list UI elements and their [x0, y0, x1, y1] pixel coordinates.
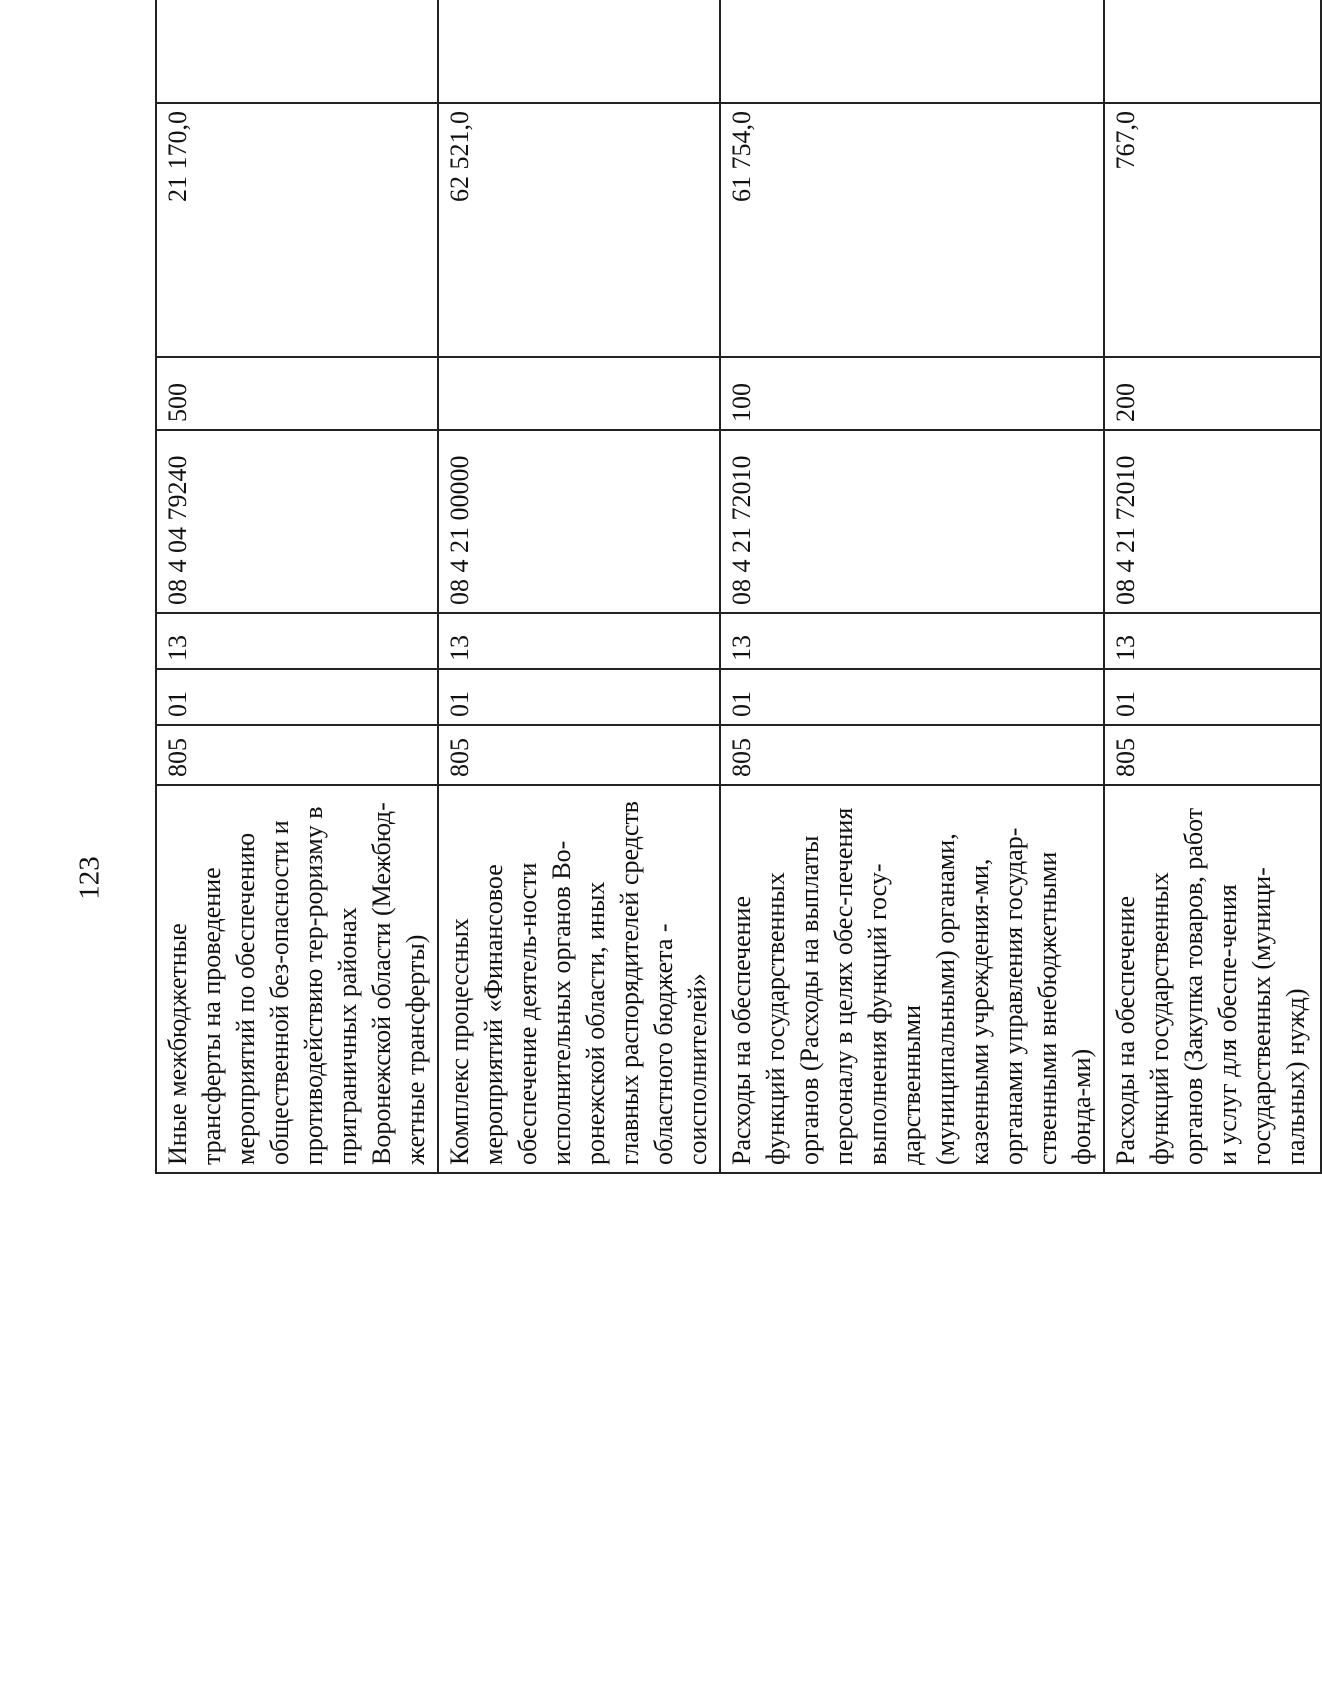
section-code: 01 [156, 669, 438, 725]
expense-type-code: 500 [156, 357, 438, 430]
amount-year-2 [156, 0, 438, 103]
row-description: Комплекс процессных мероприятий «Финансовое обеспечение деятель-ности исполнительных органов Во-ронежской области, иных главных распорядителей средств областного бюджета - соисполнителей» [438, 785, 720, 1173]
expense-type-code: 200 [1104, 357, 1321, 430]
table-row [156, 0, 438, 1173]
table-row [438, 0, 720, 1173]
row-description: Расходы на обеспечение функций государственных органов (Расходы на выплаты персоналу в целях обес-печения выполнения функций госу-дарственными (муниципальными) органами, казенными учреждения-ми, органами управления государ-ственными внебюджетными фонда-ми) [720, 785, 1104, 1173]
amount-year-2 [720, 0, 1104, 103]
row-description: Расходы на обеспечение функций государственных органов (Закупка товаров, работ и услуг для обеспе-чения государственных (муници-пальных) нужд) [1104, 785, 1321, 1173]
amount-year-1: 62 521,0 [438, 103, 720, 357]
ministry-code: 805 [438, 725, 720, 785]
expense-type-code: 100 [720, 357, 1104, 430]
subsection-code: 13 [720, 613, 1104, 669]
budget-table-rotated [155, 0, 1310, 1174]
subsection-code: 13 [1104, 613, 1321, 669]
table-row [720, 0, 1104, 1173]
budget-table [155, 0, 1322, 1174]
target-article-code: 08 4 21 72010 [1104, 430, 1321, 613]
amount-year-2 [438, 0, 720, 103]
target-article-code: 08 4 21 00000 [438, 430, 720, 613]
amount-year-2 [1104, 0, 1321, 103]
subsection-code: 13 [438, 613, 720, 669]
ministry-code: 805 [1104, 725, 1321, 785]
page-number: 123 [73, 856, 106, 900]
amount-year-1: 61 754,0 [720, 103, 1104, 357]
amount-year-1: 767,0 [1104, 103, 1321, 357]
section-code: 01 [1104, 669, 1321, 725]
section-code: 01 [438, 669, 720, 725]
amount-year-1: 21 170,0 [156, 103, 438, 357]
table-row [1104, 0, 1321, 1173]
expense-type-code [438, 357, 720, 430]
section-code: 01 [720, 669, 1104, 725]
ministry-code: 805 [720, 725, 1104, 785]
ministry-code: 805 [156, 725, 438, 785]
row-description: Иные межбюджетные трансферты на проведение мероприятий по обеспечению общественной без-опасности и противодействию тер-роризму в приграничных районах Воронежской области (Межбюд-жетные трансферты) [156, 785, 438, 1173]
target-article-code: 08 4 04 79240 [156, 430, 438, 613]
subsection-code: 13 [156, 613, 438, 669]
target-article-code: 08 4 21 72010 [720, 430, 1104, 613]
